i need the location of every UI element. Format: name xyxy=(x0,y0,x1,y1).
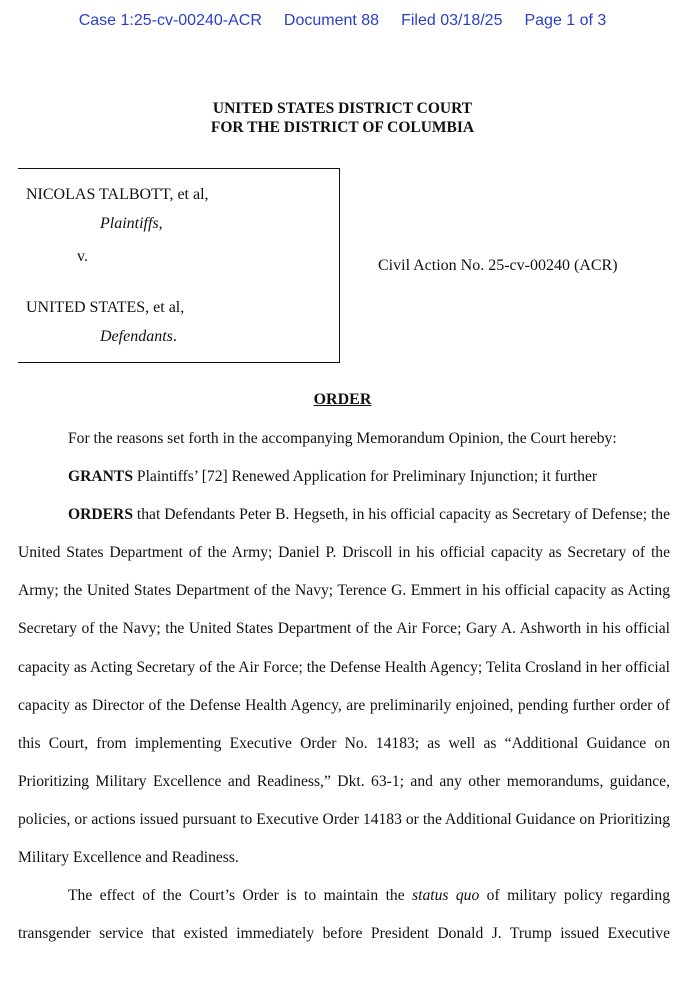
case-number: Case 1:25-cv-00240-ACR xyxy=(78,12,262,29)
paragraph-reasons: For the reasons set forth in the accompanying Memorandum Opinion, the Court hereby: xyxy=(68,430,617,447)
order-body xyxy=(18,420,670,953)
document-number: Document 88 xyxy=(283,12,380,29)
court-name xyxy=(0,99,685,137)
plaintiff-name: NICOLAS TALBOTT, et al, xyxy=(26,186,209,203)
grants-text: Plaintiffs’ [72] Renewed Application for Preliminary Injunction; it further xyxy=(133,468,598,486)
defendant-role-punct: . xyxy=(172,328,177,345)
plaintiff-role: Plaintiffs xyxy=(100,215,159,232)
grants-keyword: GRANTS xyxy=(68,468,133,486)
order-title: ORDER xyxy=(313,391,372,408)
status-quo: status quo xyxy=(412,887,480,905)
paragraph-orders xyxy=(18,496,670,877)
filed-date: Filed 03/18/25 xyxy=(401,12,503,29)
effect-text-rest: of military policy regarding transgender service that existed immediately before President Donald J. Trump issued Executive xyxy=(18,887,670,943)
effect-text-start: The effect of the Court’s Order is to maintain the xyxy=(68,887,413,905)
plaintiff-role-line xyxy=(100,215,163,233)
plaintiff-role-punct: , xyxy=(158,215,163,232)
civil-action-number: Civil Action No. 25-cv-00240 (ACR) xyxy=(378,257,618,274)
page-indicator: Page 1 of 3 xyxy=(524,12,607,29)
ecf-header xyxy=(0,12,685,30)
defendant-name: UNITED STATES, et al, xyxy=(26,299,185,316)
court-line-1: UNITED STATES DISTRICT COURT xyxy=(212,100,473,117)
paragraph-effect xyxy=(18,877,670,953)
defendant-role-line xyxy=(100,328,177,346)
orders-text: that Defendants Peter B. Hegseth, in his official capacity as Secretary of Defense; the United States Department of the Army; Daniel P. Driscoll in his official capacity as Secretary of the Army; the United States Department of the Navy; Terence G. Emmert in his official capacity as Acting Secretary of the Navy; the United States Department of the Air Force; Gary A. Ashworth in his official capacity as Acting Secretary of the Air Force; the Defense Health Agency; Telita Crosland in her official capacity as Director of the Defense Health Agency, are preliminarily enjoined, pending further order of this Court, from implementing Executive Order No. 14183; as well as “Additional Guidance on Prioritizing Military Excellence and Readiness,” Dkt. 63-1; and any other memorandums, guidance, policies, or actions issued pursuant to Executive Order 14183 or the Additional Guidance on Prioritizing Military Excellence and Readiness. xyxy=(18,506,670,867)
paragraph-grants xyxy=(18,458,670,496)
orders-keyword: ORDERS xyxy=(68,506,133,524)
versus: v. xyxy=(77,248,88,265)
court-line-2: FOR THE DISTRICT OF COLUMBIA xyxy=(210,119,475,136)
defendant-role: Defendants xyxy=(100,328,173,345)
